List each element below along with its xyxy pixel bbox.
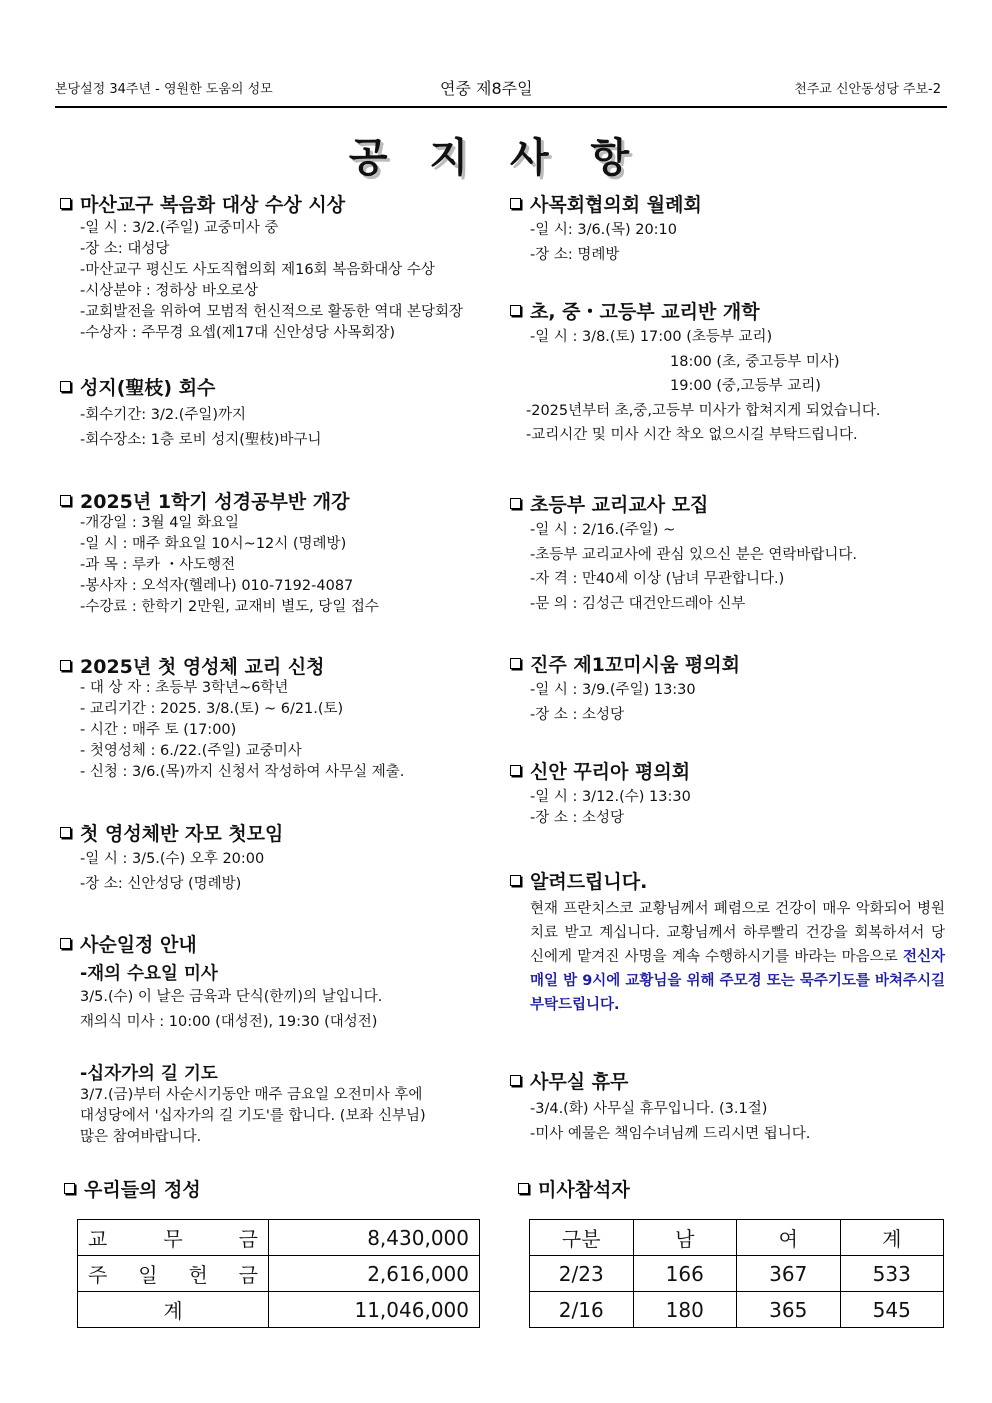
square-bullet-icon xyxy=(510,875,521,886)
square-bullet-icon xyxy=(510,498,521,509)
section-title: 사무실 휴무 xyxy=(530,1070,629,1093)
notice-bible-study xyxy=(60,487,500,618)
notice-office-closed xyxy=(510,1067,950,1146)
header-right: 천주교 신안동성당 주보-2 xyxy=(794,82,941,97)
square-bullet-icon xyxy=(60,495,71,506)
section-title: 2025년 첫 영성체 교리 신청 xyxy=(80,655,325,678)
square-bullet-icon xyxy=(60,198,71,209)
table-cell: 180 xyxy=(633,1292,737,1328)
list-item: -장 소: 명례방 xyxy=(530,246,620,263)
table-cell: 533 xyxy=(840,1256,944,1292)
list-item: -장 소 : 소성당 xyxy=(530,706,624,723)
list-item: - 첫영성체 : 6./22.(주일) 교중미사 xyxy=(80,743,302,759)
square-bullet-icon xyxy=(60,660,71,671)
notice-first-communion xyxy=(60,652,500,783)
list-item: - 시간 : 매주 토 (17:00) xyxy=(80,722,237,738)
notice-comitium xyxy=(510,650,950,727)
table-header: 구분 xyxy=(530,1220,634,1256)
notice-lent-schedule xyxy=(60,930,500,1148)
list-item: 18:00 (초, 중고등부 미사) xyxy=(670,353,840,370)
list-item: -장 소: 신안성당 (명례방) xyxy=(80,875,242,892)
list-item: -일 시 : 3/12.(수) 13:30 xyxy=(530,789,691,805)
label-char: 주 xyxy=(88,1263,108,1287)
table-cell-value: 2,616,000 xyxy=(269,1256,480,1292)
list-item: - 신청 : 3/6.(목)까지 신청서 작성하여 사무실 제출. xyxy=(80,764,405,780)
notice-award xyxy=(60,190,500,344)
table-cell-value: 8,430,000 xyxy=(269,1220,480,1256)
square-bullet-icon xyxy=(510,1075,521,1086)
list-item: -일 시 : 3/2.(주일) 교중미사 중 xyxy=(80,220,279,236)
list-item: - 교리기간 : 2025. 3/8.(토) ~ 6/21.(토) xyxy=(80,701,344,717)
table-cell-value: 11,046,000 xyxy=(269,1292,480,1328)
finance-heading xyxy=(64,1175,201,1202)
table-cell: 2/23 xyxy=(530,1256,634,1292)
square-bullet-icon xyxy=(60,827,71,838)
list-item: -일 시 : 매주 화요일 10시~12시 (명례방) xyxy=(80,536,347,552)
table-cell: 365 xyxy=(737,1292,841,1328)
list-item: -개강일 : 3월 4일 화요일 xyxy=(80,515,240,531)
page-title: 공 지 사 항 xyxy=(348,135,644,181)
offering-table xyxy=(77,1219,480,1328)
list-item: -2025년부터 초,중,고등부 미사가 합쳐지게 되었습니다. xyxy=(526,402,881,419)
page-header xyxy=(55,76,947,108)
square-bullet-icon xyxy=(510,198,521,209)
list-item: -교리시간 및 미사 시간 착오 없으시길 부탁드립니다. xyxy=(526,427,858,443)
table-header: 여 xyxy=(737,1220,841,1256)
table-row xyxy=(530,1256,944,1292)
section-title: 미사참석자 xyxy=(538,1179,630,1201)
list-item: -수강료 : 한학기 2만원, 교재비 별도, 당일 접수 xyxy=(80,599,379,615)
attendance-table xyxy=(529,1219,944,1328)
list-item: -일 시: 3/6.(목) 20:10 xyxy=(530,222,678,238)
announcement-highlight: 전신자 매일 밤 9시에 교황님을 위해 주모경 또는 묵주기도를 바쳐주시길 부탁드립니다. xyxy=(530,949,945,1013)
table-header: 계 xyxy=(840,1220,944,1256)
list-item: 3/5.(수) 이 날은 금육과 단식(한끼)의 날입니다. xyxy=(80,989,383,1005)
subheading-ash-wednesday: -재의 수요일 미사 xyxy=(80,964,218,984)
notice-teacher-recruit xyxy=(510,490,950,616)
list-item: -회수기간: 3/2.(주일)까지 xyxy=(80,407,247,423)
list-item: 19:00 (중,고등부 교리) xyxy=(670,378,821,394)
table-row xyxy=(78,1292,480,1328)
list-item: -과 목 : 루카 ・사도행전 xyxy=(80,557,236,573)
list-item: 대성당에서 '십자가의 길 기도'를 합니다. (보좌 신부님) xyxy=(80,1108,426,1124)
table-row xyxy=(78,1256,480,1292)
notice-announcement xyxy=(510,867,950,1017)
list-item: -장 소 : 소성당 xyxy=(530,810,624,826)
list-item: -일 시 : 3/8.(토) 17:00 (초등부 교리) xyxy=(530,329,773,345)
label-char: 헌 xyxy=(188,1263,208,1287)
list-item: -초등부 교리교사에 관심 있으신 분은 연락바랍니다. xyxy=(530,546,858,563)
label-char: 교 xyxy=(88,1227,108,1251)
table-header-row xyxy=(530,1220,944,1256)
notice-council-meeting xyxy=(510,190,950,267)
square-bullet-icon xyxy=(510,765,521,776)
list-item: -시상분야 : 정하상 바오로상 xyxy=(80,283,259,299)
list-item: -문 의 : 김성근 대건안드레아 신부 xyxy=(530,595,746,612)
table-cell-label xyxy=(78,1220,269,1256)
label-char: 일 xyxy=(138,1263,158,1287)
section-title: 진주 제1꼬미시움 평의회 xyxy=(530,653,740,676)
label-char: 무 xyxy=(163,1227,183,1251)
label-char: 금 xyxy=(238,1227,258,1251)
list-item: -수상자 : 주무경 요셉(제17대 신안성당 사목회장) xyxy=(80,325,396,341)
section-title: 성지(聖枝) 회수 xyxy=(80,376,216,399)
list-item: 3/7.(금)부터 사순시기동안 매주 금요일 오전미사 후에 xyxy=(80,1087,423,1103)
table-cell: 545 xyxy=(840,1292,944,1328)
square-bullet-icon xyxy=(510,305,521,316)
notice-catechism-start xyxy=(510,297,950,448)
notice-curia xyxy=(510,757,950,829)
list-item: -봉사자 : 오석자(헬레나) 010-7192-4087 xyxy=(80,578,354,594)
notice-palm-return xyxy=(60,373,500,452)
announcement-text xyxy=(510,897,945,1017)
section-title: 사목회협의회 월례회 xyxy=(530,193,702,216)
section-title: 사순일정 안내 xyxy=(80,933,197,956)
notice-parents-meeting xyxy=(60,819,500,896)
section-title: 초, 중・고등부 교리반 개학 xyxy=(530,300,760,323)
list-item: -자 격 : 만40세 이상 (남녀 무관합니다.) xyxy=(530,571,785,587)
attendance-heading xyxy=(518,1175,630,1202)
table-cell: 166 xyxy=(633,1256,737,1292)
square-bullet-icon xyxy=(64,1183,75,1194)
announcement-body: 현재 프란치스코 교황님께서 폐렴으로 건강이 매우 악화되어 병원치료 받고 계십니다. 교황님께서 하루빨리 건강을 회복하셔서 당신에게 맡겨진 사명을 계속 수행하시기를 바라는 마음으로 xyxy=(530,901,945,965)
square-bullet-icon xyxy=(518,1183,529,1194)
section-title: 신안 꾸리아 평의회 xyxy=(530,760,691,783)
header-left: 본당설정 34주년 - 영원한 도움의 성모 xyxy=(55,82,273,97)
square-bullet-icon xyxy=(510,658,521,669)
list-item: -일 시 : 3/5.(수) 오후 20:00 xyxy=(80,851,265,867)
list-item: -교회발전을 위하여 모범적 헌신적으로 활동한 역대 본당회장 xyxy=(80,304,464,320)
list-item: -회수장소: 1층 로비 성지(聖枝)바구니 xyxy=(80,431,322,448)
table-header: 남 xyxy=(633,1220,737,1256)
table-cell-label xyxy=(78,1256,269,1292)
list-item: 재의식 미사 : 10:00 (대성전), 19:30 (대성전) xyxy=(80,1013,378,1030)
list-item: -마산교구 평신도 사도직협의회 제16회 복음화대상 수상 xyxy=(80,262,435,278)
table-cell: 367 xyxy=(737,1256,841,1292)
list-item: -3/4.(화) 사무실 휴무입니다. (3.1절) xyxy=(530,1101,768,1117)
list-item: -미사 예물은 책임수녀님께 드리시면 됩니다. xyxy=(530,1125,811,1142)
section-title: 초등부 교리교사 모집 xyxy=(530,493,709,516)
square-bullet-icon xyxy=(60,938,71,949)
list-item: -일 시 : 3/9.(주일) 13:30 xyxy=(530,682,696,698)
section-title: 첫 영성체반 자모 첫모임 xyxy=(80,822,284,845)
subheading-stations-of-cross: -십자가의 길 기도 xyxy=(80,1064,218,1084)
section-title: 우리들의 정성 xyxy=(84,1179,201,1201)
table-cell: 2/16 xyxy=(530,1292,634,1328)
square-bullet-icon xyxy=(60,381,71,392)
list-item: -장 소: 대성당 xyxy=(80,241,170,257)
table-row xyxy=(78,1220,480,1256)
list-item: -일 시 : 2/16.(주일) ~ xyxy=(530,522,676,538)
list-item: 많은 참여바랍니다. xyxy=(80,1129,202,1145)
section-title: 마산교구 복음화 대상 수상 시상 xyxy=(80,193,346,216)
label-char: 금 xyxy=(238,1263,258,1287)
table-row xyxy=(530,1292,944,1328)
header-center: 연중 제8주일 xyxy=(440,79,533,98)
table-cell-label: 계 xyxy=(78,1292,269,1328)
list-item: - 대 상 자 : 초등부 3학년~6학년 xyxy=(80,680,289,696)
section-title: 2025년 1학기 성경공부반 개강 xyxy=(80,490,350,513)
section-title: 알려드립니다. xyxy=(530,870,648,893)
